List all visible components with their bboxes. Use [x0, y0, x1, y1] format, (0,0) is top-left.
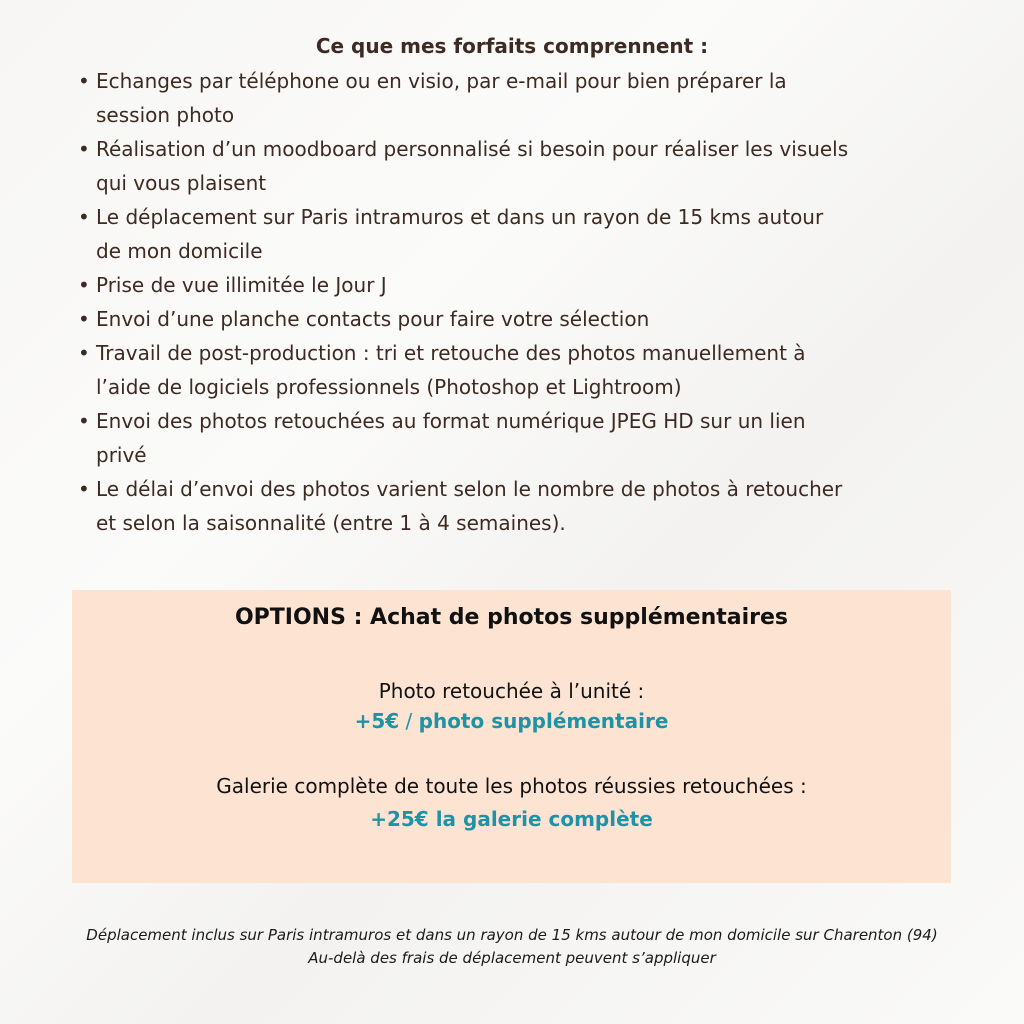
- gallery-label: Galerie complète de toute les photos réussies retouchées :: [216, 774, 807, 798]
- list-item: [72, 200, 972, 268]
- bullet-icon: •: [78, 273, 90, 297]
- bullet-icon: •: [78, 69, 90, 93]
- includes-title: Ce que mes forfaits comprennent :: [315, 34, 709, 58]
- list-item: [72, 64, 972, 132]
- list-item-line: Réalisation d’un moodboard personnalisé si besoin pour réaliser les visuels: [96, 137, 849, 161]
- list-item-line: Envoi d’une planche contacts pour faire votre sélection: [96, 307, 650, 331]
- list-item-line: Travail de post-production : tri et retouche des photos manuellement à: [96, 341, 806, 365]
- list-item: [72, 336, 972, 404]
- bullet-icon: •: [78, 205, 90, 229]
- list-item-line: Le délai d’envoi des photos varient selon le nombre de photos à retoucher: [96, 477, 843, 501]
- options-title: OPTIONS : Achat de photos supplémentaires: [234, 605, 789, 630]
- bullet-icon: •: [78, 477, 90, 501]
- list-item-line: et selon la saisonnalité (entre 1 à 4 semaines).: [96, 511, 566, 535]
- list-item-line: Envoi des photos retouchées au format numérique JPEG HD sur un lien: [96, 409, 806, 433]
- list-item-line: session photo: [96, 103, 235, 127]
- unit-suffix: photo supplémentaire: [418, 709, 669, 733]
- list-item-line: privé: [96, 443, 147, 467]
- list-item: [72, 132, 972, 200]
- unit-photo-label: Photo retouchée à l’unité :: [378, 679, 645, 703]
- list-item: [72, 268, 972, 302]
- includes-list: [72, 64, 972, 540]
- options-box: [72, 590, 951, 883]
- list-item-line: Le déplacement sur Paris intramuros et dans un rayon de 15 kms autour: [96, 205, 824, 229]
- gallery-price: +25€ la galerie complète: [370, 807, 653, 831]
- bullet-icon: •: [78, 409, 90, 433]
- unit-photo-price: [72, 706, 951, 736]
- list-item: [72, 472, 972, 540]
- list-item: [72, 404, 972, 472]
- bullet-icon: •: [78, 307, 90, 331]
- list-item: [72, 302, 972, 336]
- footer-extra-fees-note: Au-delà des frais de déplacement peuvent s’appliquer: [308, 949, 716, 967]
- bullet-icon: •: [78, 341, 90, 365]
- unit-separator: /: [399, 709, 419, 733]
- list-item-line: de mon domicile: [96, 239, 263, 263]
- unit-price: +5€: [354, 709, 400, 733]
- list-item-line: Prise de vue illimitée le Jour J: [96, 273, 387, 297]
- footer-travel-note: Déplacement inclus sur Paris intramuros et dans un rayon de 15 kms autour de mon domicile sur Charenton (94): [86, 926, 938, 944]
- list-item-line: qui vous plaisent: [96, 171, 267, 195]
- list-item-line: Echanges par téléphone ou en visio, par e-mail pour bien préparer la: [96, 69, 787, 93]
- bullet-icon: •: [78, 137, 90, 161]
- list-item-line: l’aide de logiciels professionnels (Photoshop et Lightroom): [96, 375, 682, 399]
